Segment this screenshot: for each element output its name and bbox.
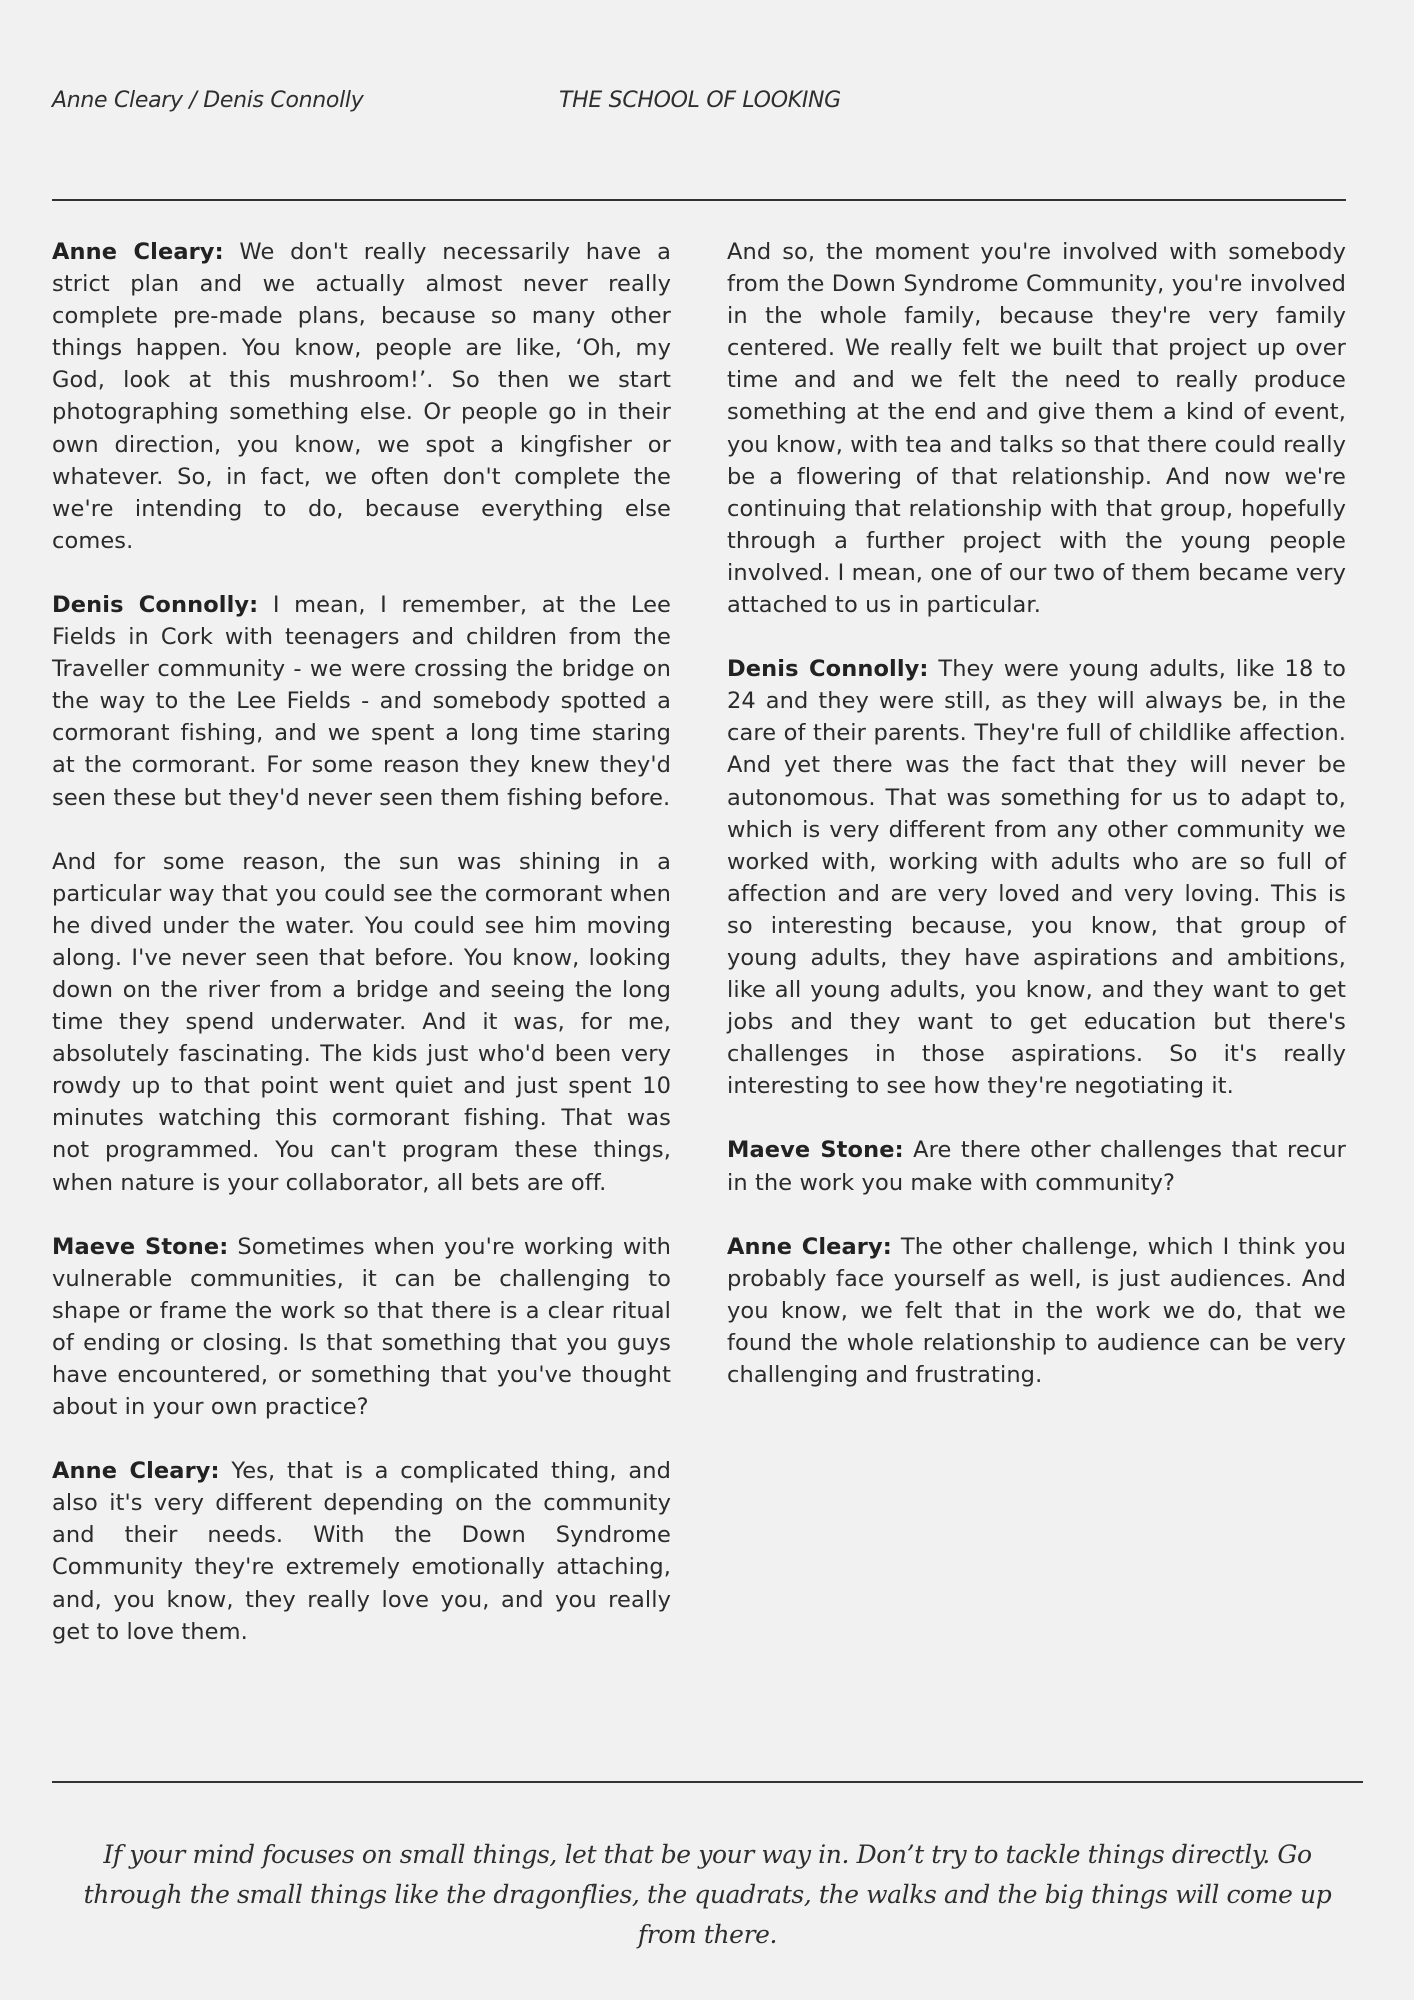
paragraph-text: Are there other challenges that recur in the work you make with community?: [727, 1137, 1346, 1196]
pull-quote: If your mind focuses on small things, let that be your way in. Don’t try to tackle things directly. Go through the small things like the dragonflies, the quadrats, the walks and the big things will come up from there.: [83, 1840, 1332, 1949]
paragraph: [727, 1231, 1346, 1391]
right-column: [727, 236, 1346, 1423]
paragraph-text: And so, the moment you're involved with somebody from the Down Syndrome Community, you're involved in the whole family, because they're very family centered. We really felt we built that project up over time and and we felt the need to really produce something at the end and give them a kind of event, you know, with tea and talks so that there could really be a flowering of that relationship. And now we're continuing that relationship with that group, hopefully through a further project with the young people involved. I mean, one of our two of them became very attached to us in particular.: [727, 239, 1346, 619]
speaker-name: Anne Cleary:: [52, 1458, 220, 1485]
left-column: [52, 236, 671, 1680]
paragraph-text: Yes, that is a complicated thing, and also it's very different depending on the community and their needs. With the Down Syndrome Community they're extremely emotionally attaching, and, you know, they really love you, and you really get to love them.: [52, 1458, 671, 1645]
paragraph: [727, 236, 1346, 621]
paragraph-text: We don't really necessarily have a strict plan and we actually almost never really complete pre-made plans, because so many other things happen. You know, people are like, ‘Oh, my God, look at this mushroom!’. So then we start photographing something else. Or people go in their own direction, you know, we spot a kingfisher or whatever. So, in fact, we often don't complete the we're intending to do, because everything else comes.: [52, 239, 671, 554]
paragraph: [52, 236, 671, 557]
speaker-name: Anne Cleary:: [727, 1233, 892, 1260]
paragraph-text: And for some reason, the sun was shining in a particular way that you could see the cormorant when he dived under the water. You could see him moving along. I've never seen that before. You know, looking down on the river from a bridge and seeing the long time they spend underwater. And it was, for me, absolutely fascinating. The kids just who'd been very rowdy up to that point went quiet and just spent 10 minutes watching this cormorant fishing. That was not programmed. You can't program these things, when nature is your collaborator, all bets are off.: [52, 848, 671, 1196]
paragraph: [52, 846, 671, 1199]
speaker-name: Anne Cleary:: [52, 239, 224, 265]
paragraph-text: I mean, I remember, at the Lee Fields in Cork with teenagers and children from the Traveller community - we were crossing the bridge on the way to the Lee Fields - and somebody spotted a cormorant fishing, and we spent a long time staring at the cormorant. For some reason they knew they'd seen these but they'd never seen them fishing before.: [52, 591, 671, 811]
speaker-name: Denis Connolly:: [727, 656, 929, 683]
top-divider: [52, 199, 1346, 201]
paragraph-text: They were young adults, like 18 to 24 and they were still, as they will always be, in the care of their parents. They're full of childlike affection. And yet there was the fact that they will never be autonomous. That was something for us to adapt to, which is very different from any other community we worked with, working with adults who are so full of affection and are very loved and very loving. This is so interesting because, you know, that group of young adults, they have aspirations and ambitions, like all young adults, you know, and they want to get jobs and they want to get education but there's challenges in those aspirations. So it's really interesting to see how they're negotiating it.: [727, 656, 1346, 1100]
speaker-name: Maeve Stone:: [727, 1137, 904, 1164]
paragraph: [52, 589, 671, 814]
bottom-divider: [52, 1781, 1363, 1783]
paragraph-text: Sometimes when you're working with vulnerable communities, it can be challenging to shape or frame the work so that there is a clear ritual of ending or closing. Is that something that you guys have encountered, or something that you've thought about in your own practice?: [52, 1233, 671, 1421]
speaker-name: Denis Connolly:: [52, 591, 259, 618]
page-header: [52, 88, 1346, 124]
paragraph: [52, 1455, 671, 1648]
paragraph-text: The other challenge, which I think you probably face yourself as well, is just audiences. And you know, we felt that in the work we do, that we found the whole relationship to audience can be very challenging and frustrating.: [727, 1233, 1346, 1388]
paragraph: [727, 653, 1346, 1102]
speaker-name: Maeve Stone:: [52, 1233, 229, 1260]
header-authors: Anne Cleary / Denis Connolly: [52, 88, 364, 113]
paragraph: [52, 1231, 671, 1424]
paragraph: [727, 1134, 1346, 1198]
header-title: THE SCHOOL OF LOOKING: [559, 88, 841, 113]
